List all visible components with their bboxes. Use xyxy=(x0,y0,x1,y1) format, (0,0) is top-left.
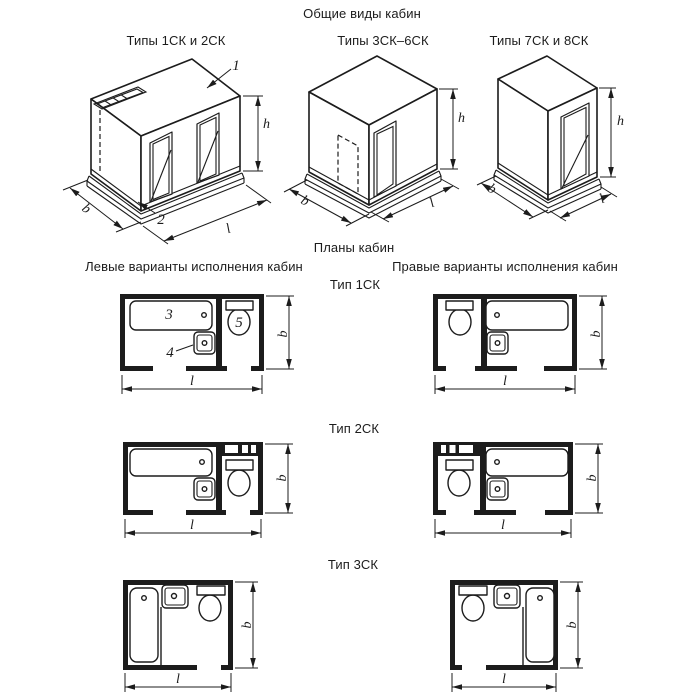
dim-length xyxy=(122,374,262,394)
dim-l-label: l xyxy=(597,191,608,208)
iso-view-3sk-6sk xyxy=(284,56,465,226)
iso-view-3-label: Типы 7СК и 8СК xyxy=(489,33,589,48)
washbasin-outline xyxy=(487,478,508,500)
dim-h-label: h xyxy=(458,111,465,126)
bathtub-outline xyxy=(130,588,158,662)
door-opening xyxy=(374,121,396,197)
dim-l-label: l xyxy=(190,518,194,533)
dim-b-label: b xyxy=(565,621,580,629)
iso-view-1-label: Типы 1СК и 2СК xyxy=(126,33,226,48)
door-opening-left xyxy=(150,132,172,202)
dim-b-label: b xyxy=(585,474,600,482)
dim-h-label: h xyxy=(617,114,624,129)
page-title: Общие виды кабин xyxy=(303,6,421,21)
bathtub-outline xyxy=(526,588,554,662)
plans-heading: Планы кабин xyxy=(313,240,395,255)
dim-width xyxy=(265,444,293,513)
door-opening xyxy=(561,103,589,189)
dim-h-label: h xyxy=(263,117,270,132)
dim-height xyxy=(243,96,270,171)
dim-width xyxy=(579,296,607,369)
dim-b-label: b xyxy=(298,193,312,210)
plan-3sk-right xyxy=(450,580,583,692)
callout-4-leader xyxy=(176,345,193,351)
dim-height xyxy=(439,89,465,169)
dim-l-label: l xyxy=(224,221,234,238)
iso-view-1sk-2sk xyxy=(63,58,271,244)
dim-width xyxy=(235,582,258,668)
dim-l-label: l xyxy=(502,672,506,687)
callout-1-text: 1 xyxy=(232,58,240,74)
plan-2sk-right xyxy=(433,442,603,538)
dim-height xyxy=(599,88,624,177)
dim-b-label: b xyxy=(240,621,255,629)
toilet-outline xyxy=(446,301,473,335)
callout-5-text: 5 xyxy=(235,315,243,331)
dim-l-label: l xyxy=(190,374,194,389)
dim-length xyxy=(125,518,261,538)
plan-row-1-label: Тип 1СК xyxy=(329,277,381,292)
bathtub-outline xyxy=(486,449,568,476)
plan-1sk-left xyxy=(120,294,294,394)
bathtub-outline xyxy=(486,301,568,330)
toilet-outline xyxy=(459,586,487,621)
washbasin-outline xyxy=(194,332,215,354)
dim-l-label: l xyxy=(503,374,507,389)
dim-width xyxy=(575,444,603,513)
dim-width xyxy=(266,296,294,369)
iso-view-7sk-8sk xyxy=(477,56,624,221)
left-column-heading: Левые варианты исполнения кабин xyxy=(85,259,303,274)
dim-width xyxy=(560,582,583,668)
dim-b-label: b xyxy=(589,330,604,338)
bathtub-outline xyxy=(130,449,212,476)
washbasin-outline xyxy=(487,332,508,354)
dim-b-label: b xyxy=(275,474,290,482)
dim-l-label: l xyxy=(176,672,180,687)
toilet-outline xyxy=(226,460,253,496)
dim-b-label: b xyxy=(78,201,94,218)
callout-3-text: 3 xyxy=(165,307,173,323)
plan-2sk-left xyxy=(123,442,293,538)
dim-length xyxy=(435,374,575,394)
door-opening-right xyxy=(197,113,219,183)
dim-length xyxy=(452,672,556,692)
dim-length xyxy=(435,518,571,538)
plan-row-3-label: Тип 3СК xyxy=(327,557,379,572)
washbasin-outline xyxy=(162,585,188,608)
plan-row-2-label: Тип 2СК xyxy=(328,421,380,436)
dim-l-label: l xyxy=(427,195,438,212)
dim-l-label: l xyxy=(501,518,505,533)
dim-b-label: b xyxy=(276,330,291,338)
right-column-heading: Правые варианты исполнения кабин xyxy=(392,259,618,274)
washbasin-outline xyxy=(194,478,215,500)
dim-b-label: b xyxy=(484,181,499,198)
toilet-outline xyxy=(197,586,225,621)
callout-2-text: 2 xyxy=(157,212,165,228)
dim-length xyxy=(125,672,231,692)
plan-3sk-left xyxy=(123,580,258,692)
toilet-outline xyxy=(446,460,473,496)
iso-view-2-label: Типы 3СК–6СК xyxy=(337,33,429,48)
callout-4-text: 4 xyxy=(166,345,174,361)
washbasin-outline xyxy=(494,585,520,608)
plan-1sk-right xyxy=(433,294,607,394)
